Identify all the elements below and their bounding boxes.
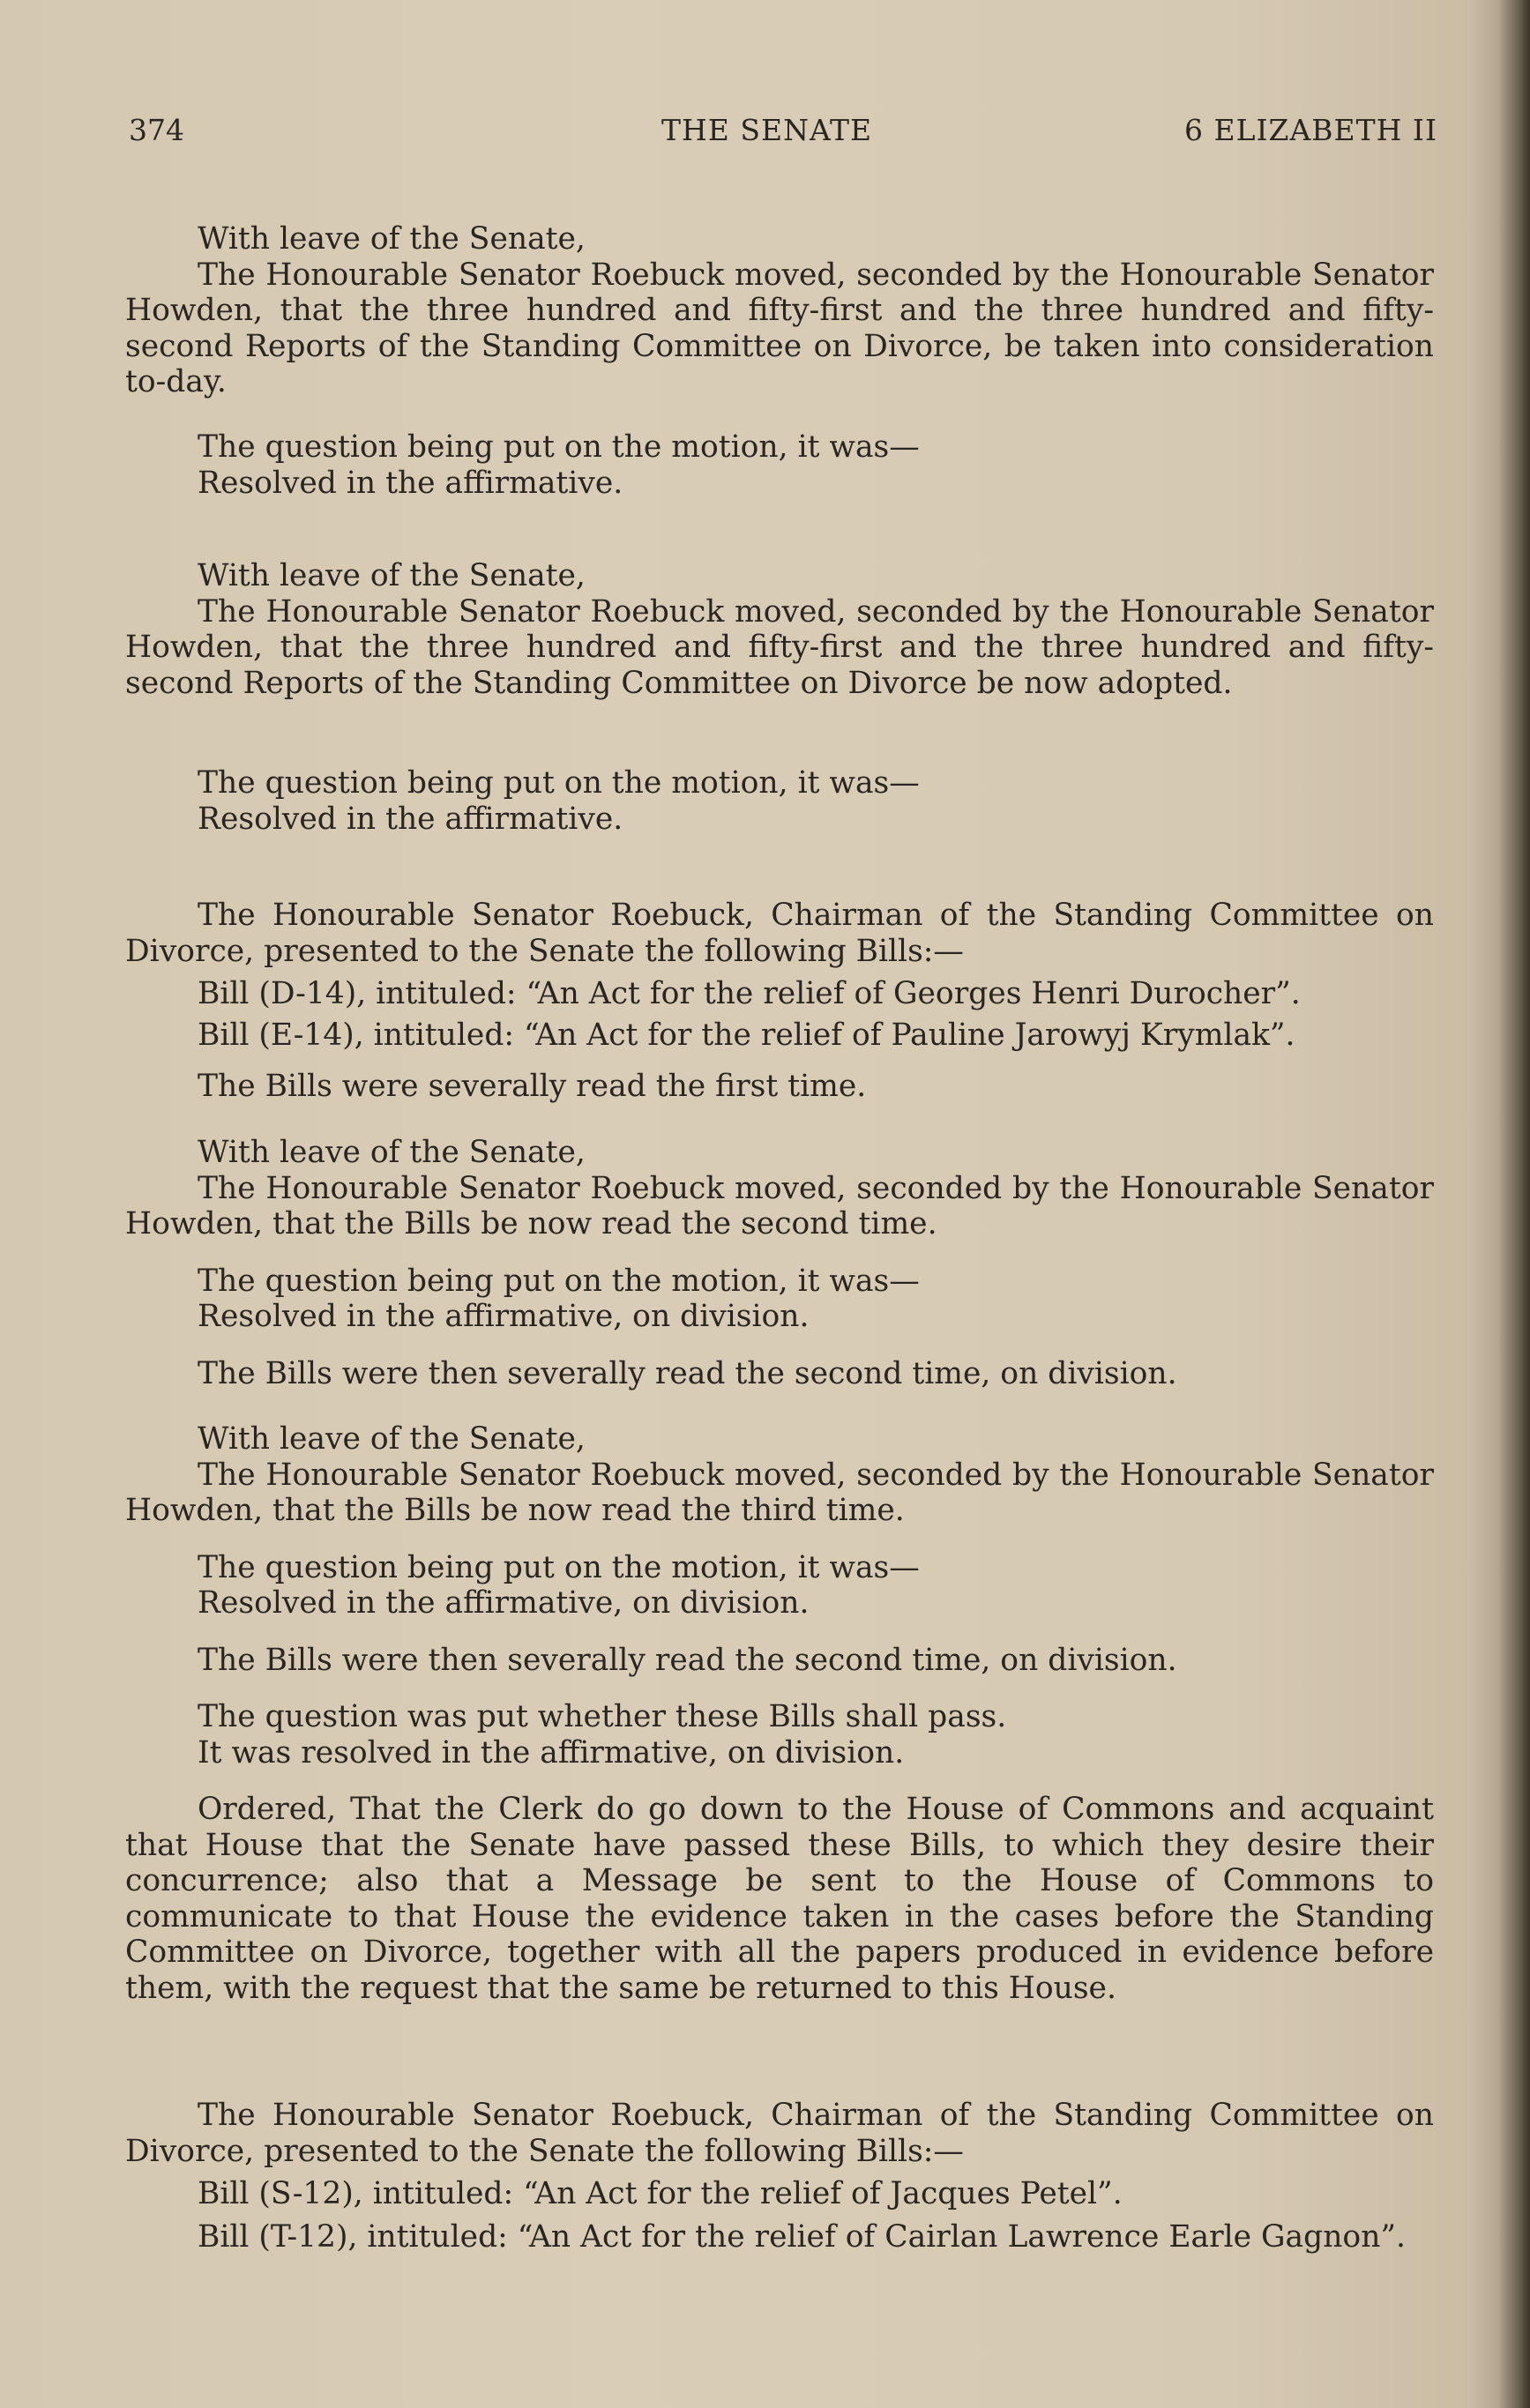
paragraph: It was resolved in the affirmative, on division.	[198, 1734, 905, 1771]
paragraph: Ordered, That the Clerk do go down to the House of Commons and acquaint that House that the Senate have passed these Bills, to which they desire their concurrence; also that a Message be sent to the House of Commons to communicate to that House the evidence taken in the cases before the Standing Committee on Divorce, together with all the papers produced in evidence before them, with the request that the same be returned to this House.	[125, 1792, 1434, 2006]
paragraph: The Honourable Senator Roebuck moved, seconded by the Honourable Senator Howden, that the Bills be now read the third time.	[125, 1457, 1434, 1528]
paragraph: With leave of the Senate,	[198, 221, 586, 257]
paragraph: Resolved in the affirmative, on division.	[198, 1299, 810, 1334]
bill-entry: Bill (D-14), intituled: “An Act for the relief of Georges Henri Durocher”.	[198, 976, 1301, 1011]
paragraph: The question being put on the motion, it was—	[198, 429, 920, 465]
section-bills-presented	[125, 898, 1434, 1105]
section-bills-presented-2	[125, 2098, 1434, 2255]
bill-entry: Bill (E-14), intituled: “An Act for the relief of Pauline Jarowyj Krymlak”.	[198, 1017, 1295, 1053]
section-second-reading	[125, 1135, 1434, 1391]
page-edge-shadow	[1498, 0, 1530, 2408]
bill-entry: Bill (T-12), intituled: “An Act for the relief of Cairlan Lawrence Earle Gagnon”.	[198, 2218, 1407, 2255]
paragraph: Resolved in the affirmative, on division.	[198, 1585, 810, 1621]
paragraph: The question being put on the motion, it was—	[198, 765, 920, 801]
page-number: 374	[129, 113, 184, 147]
paragraph: The Bills were severally read the first time.	[198, 1069, 867, 1104]
paragraph: Resolved in the affirmative.	[198, 465, 623, 501]
paragraph: The Bills were then severally read the second time, on division.	[198, 1355, 1177, 1391]
section-motion-consideration	[125, 221, 1434, 400]
paragraph: The Honourable Senator Roebuck moved, seconded by the Honourable Senator Howden, that the three hundred and fifty-first and the three hundred and fifty-second Reports of the Standing Committee on Divorce be now adopted.	[125, 593, 1434, 701]
section-third-reading	[125, 1421, 1434, 2006]
section-result	[125, 429, 1434, 501]
paragraph: With leave of the Senate,	[198, 1421, 586, 1457]
paragraph: The question being put on the motion, it was—	[198, 1549, 920, 1585]
section-motion-adoption	[125, 558, 1434, 701]
paragraph: The Honourable Senator Roebuck, Chairman of the Standing Committee on Divorce, presented to the Senate the following Bills:—	[125, 2098, 1434, 2169]
running-header	[123, 113, 1437, 152]
paragraph: The Honourable Senator Roebuck moved, seconded by the Honourable Senator Howden, that the Bills be now read the second time.	[125, 1170, 1434, 1241]
paragraph: Resolved in the affirmative.	[198, 801, 623, 837]
paragraph: The Honourable Senator Roebuck, Chairman of the Standing Committee on Divorce, presented to the Senate the following Bills:—	[125, 898, 1434, 969]
paragraph: With leave of the Senate,	[198, 558, 586, 593]
bill-entry: Bill (S-12), intituled: “An Act for the relief of Jacques Petel”.	[198, 2176, 1123, 2211]
header-regnal-year: 6 ELIZABETH II	[1184, 113, 1437, 147]
paragraph: The question was put whether these Bills shall pass.	[198, 1699, 1007, 1734]
paragraph: With leave of the Senate,	[198, 1135, 586, 1170]
paragraph: The Bills were then severally read the second time, on division.	[198, 1642, 1177, 1678]
paragraph: The question being put on the motion, it was—	[198, 1263, 920, 1299]
section-result	[125, 765, 1434, 837]
header-title: THE SENATE	[661, 113, 873, 147]
paragraph: The Honourable Senator Roebuck moved, seconded by the Honourable Senator Howden, that the three hundred and fifty-first and the three hundred and fifty-second Reports of the Standing Committee on Divorce, be taken into consideration to-day.	[125, 257, 1434, 399]
